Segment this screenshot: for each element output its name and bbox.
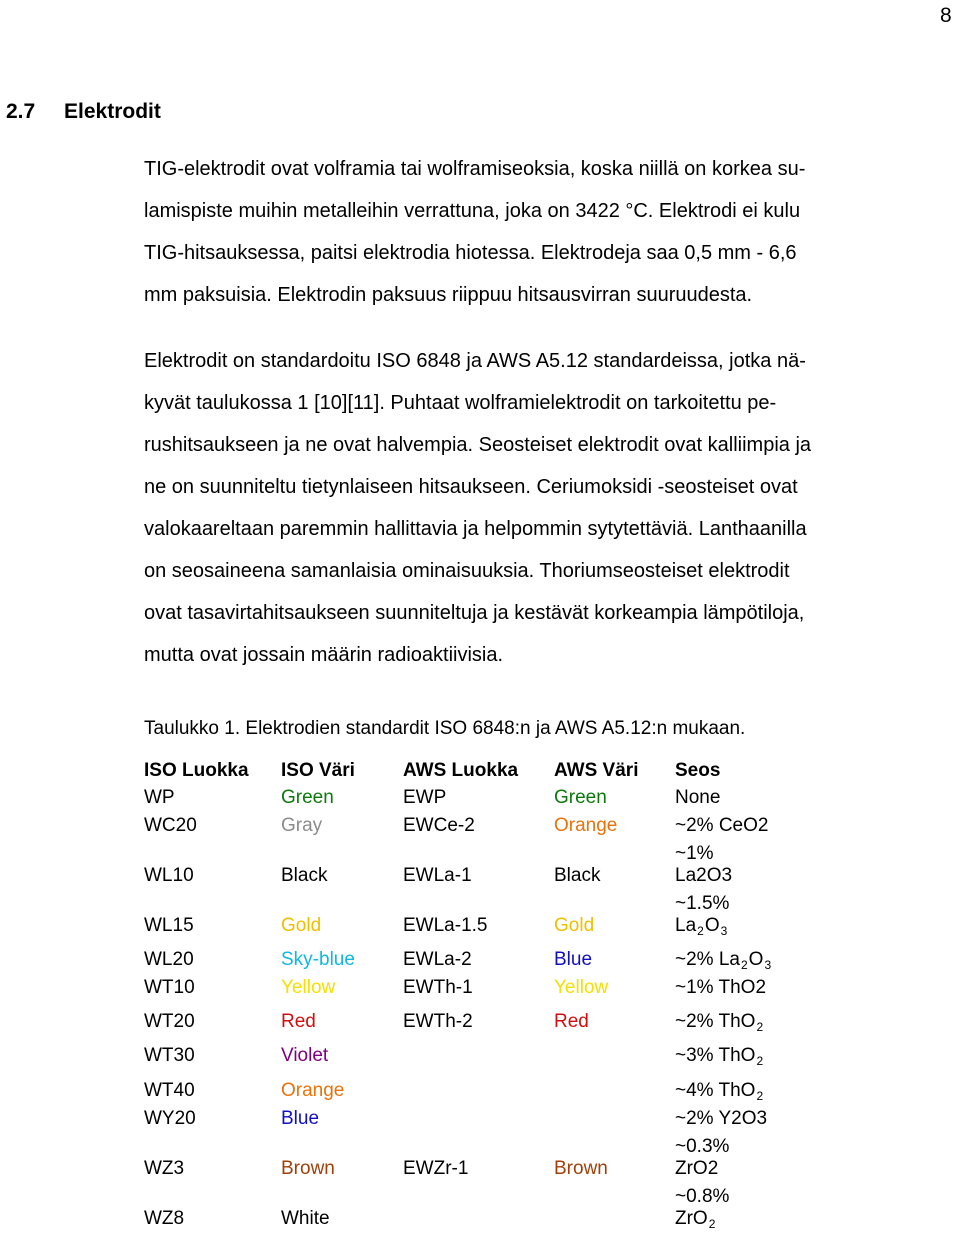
alloy-cell: La2O3	[675, 865, 733, 886]
section-number: 2.7	[6, 100, 36, 123]
paragraph-line: ovat tasavirtahitsaukseen suunniteltuja ja kestävät korkeampia lämpötiloja,	[144, 602, 805, 624]
alloy-cell: ~4% ThO$_2$	[675, 1080, 764, 1103]
section-title: Elektrodit	[64, 100, 161, 123]
alloy-cell: None	[675, 787, 721, 808]
aws-class-cell: EWP	[403, 787, 447, 808]
table-header-cell: ISO Luokka	[144, 760, 249, 781]
alloy-cell: ZrO2	[675, 1158, 719, 1179]
iso-color-cell: Sky-blue	[281, 949, 355, 970]
iso-color-cell: Red	[281, 1011, 316, 1032]
alloy-cell: ~2% $La_2O_3$	[675, 949, 772, 972]
iso-color-cell: Blue	[281, 1108, 320, 1129]
aws-color-cell: Orange	[554, 815, 618, 836]
iso-class-cell: WT30	[144, 1045, 195, 1066]
aws-class-cell: EWLa-1.5	[403, 915, 488, 936]
page-number: 8	[940, 4, 952, 27]
paragraph-line: mutta ovat jossain määrin radioaktiivisia.	[144, 644, 504, 666]
iso-class-cell: WY20	[144, 1108, 196, 1129]
paragraph-line: TIG-hitsauksessa, paitsi elektrodia hiotessa. Elektrodeja saa 0,5 mm - 6,6	[144, 242, 797, 264]
alloy-cell: $La_2O_3$	[675, 915, 728, 938]
paragraph-line: valokaareltaan paremmin hallittavia ja helpommin sytytettäviä. Lanthaanilla	[144, 518, 807, 540]
alloy-cell: ~2% ThO$_2$	[675, 1011, 764, 1034]
paragraph-line: mm paksuisia. Elektrodin paksuus riippuu hitsausvirran suuruudesta.	[144, 284, 753, 306]
table-caption: Taulukko 1. Elektrodien standardit ISO 6848:n ja AWS A5.12:n mukaan.	[144, 718, 746, 739]
paragraph-line: kyvät taulukossa 1 [10][11]. Puhtaat wolframielektrodit on tarkoitettu pe-	[144, 392, 777, 414]
iso-color-cell: White	[281, 1208, 330, 1229]
iso-color-cell: Gold	[281, 915, 322, 936]
iso-class-cell: WL15	[144, 915, 194, 936]
iso-class-cell: WC20	[144, 815, 197, 836]
aws-color-cell: Red	[554, 1011, 589, 1032]
paragraph-line: ne on suunniteltu tietynlaiseen hitsaukseen. Ceriumoksidi -seosteiset ovat	[144, 476, 798, 498]
alloy-cell: ~1%	[675, 843, 714, 864]
table-header-cell: AWS Luokka	[403, 760, 519, 781]
iso-color-cell: Brown	[281, 1158, 335, 1179]
aws-color-cell: Yellow	[554, 977, 609, 998]
aws-class-cell: EWZr-1	[403, 1158, 469, 1179]
alloy-cell: ~3% ThO$_2$	[675, 1045, 764, 1068]
iso-color-cell: Orange	[281, 1080, 345, 1101]
iso-class-cell: WT40	[144, 1080, 195, 1101]
iso-class-cell: WZ3	[144, 1158, 185, 1179]
alloy-cell: ~0.8%	[675, 1186, 730, 1207]
aws-class-cell: EWLa-1	[403, 865, 472, 886]
table-header-cell: AWS Väri	[554, 760, 639, 781]
aws-color-cell: Green	[554, 787, 607, 808]
iso-class-cell: WL10	[144, 865, 194, 886]
iso-class-cell: WP	[144, 787, 175, 808]
paragraph-line: Elektrodit on standardoitu ISO 6848 ja AWS A5.12 standardeissa, jotka nä-	[144, 350, 806, 372]
aws-class-cell: EWCe-2	[403, 815, 475, 836]
alloy-cell: ~0.3%	[675, 1136, 730, 1157]
alloy-cell: ~2% CeO2	[675, 815, 769, 836]
paragraph-line: TIG-elektrodit ovat volframia tai wolframiseoksia, koska niillä on korkea su-	[144, 158, 806, 180]
paragraph-line: lamispiste muihin metalleihin verrattuna, joka on 3422 °C. Elektrodi ei kulu	[144, 200, 801, 222]
iso-class-cell: WZ8	[144, 1208, 185, 1229]
paragraph-line: rushitsaukseen ja ne ovat halvempia. Seosteiset elektrodit ovat kalliimpia ja	[144, 434, 812, 456]
iso-color-cell: Black	[281, 865, 328, 886]
alloy-cell: ZrO$_2$	[675, 1208, 716, 1231]
iso-color-cell: Yellow	[281, 977, 336, 998]
iso-color-cell: Violet	[281, 1045, 329, 1066]
iso-class-cell: WT10	[144, 977, 195, 998]
aws-color-cell: Gold	[554, 915, 595, 936]
iso-color-cell: Gray	[281, 815, 323, 836]
iso-class-cell: WT20	[144, 1011, 195, 1032]
aws-class-cell: EWTh-1	[403, 977, 473, 998]
table-header-cell: Seos	[675, 760, 721, 781]
aws-color-cell: Brown	[554, 1158, 608, 1179]
alloy-cell: ~2% Y2O3	[675, 1108, 768, 1129]
aws-color-cell: Black	[554, 865, 601, 886]
alloy-cell: ~1.5%	[675, 893, 730, 914]
table-header-cell: ISO Väri	[281, 760, 355, 781]
aws-color-cell: Blue	[554, 949, 593, 970]
paragraph-line: on seosaineena samanlaisia ominaisuuksia. Thoriumseosteiset elektrodit	[144, 560, 790, 582]
iso-color-cell: Green	[281, 787, 334, 808]
iso-class-cell: WL20	[144, 949, 194, 970]
aws-class-cell: EWLa-2	[403, 949, 472, 970]
alloy-cell: ~1% ThO2	[675, 977, 767, 998]
aws-class-cell: EWTh-2	[403, 1011, 473, 1032]
